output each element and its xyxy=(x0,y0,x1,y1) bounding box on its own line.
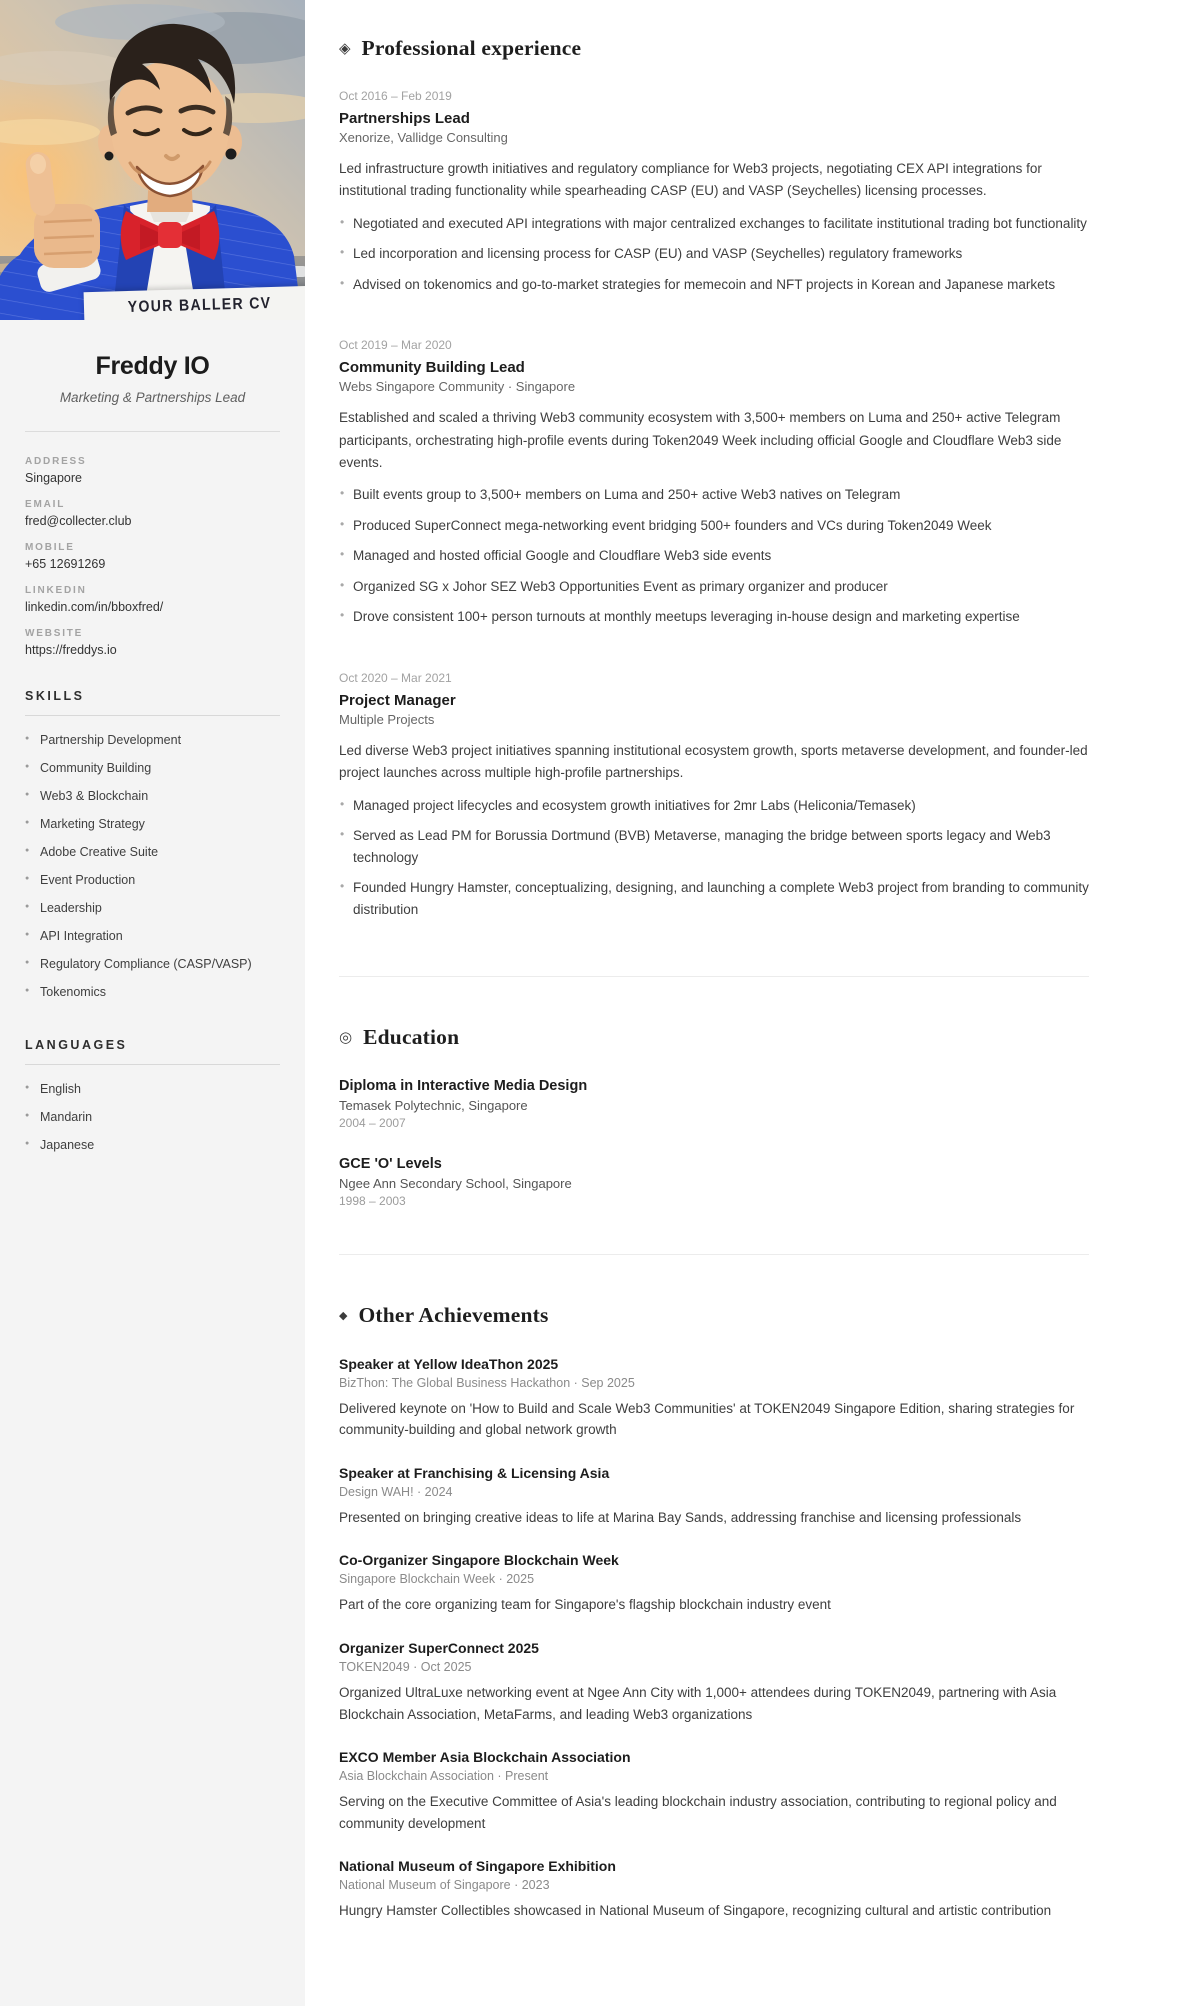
achievement-meta: Asia Blockchain Association · Present xyxy=(339,1769,549,1784)
job-bullet: • Led incorporation and licensing process for CASP (EU) and VASP (Seychelles) regulatory frameworks xyxy=(339,243,1089,274)
achievement-description: Presented on bringing creative ideas to life at Marina Bay Sands, addressing franchise and licensing professionals xyxy=(339,1509,1022,1525)
skill-item: ● Community Building xyxy=(25,754,280,782)
education-degree: GCE 'O' Levels xyxy=(339,1155,442,1172)
contact-group xyxy=(25,585,280,614)
job-bullet: • Founded Hungry Hamster, conceptualizing, designing, and launching a complete Web3 project from branding to community distribution xyxy=(339,877,1089,929)
language-item: ● Mandarin xyxy=(25,1103,280,1131)
job-company: Xenorize, Vallidge Consulting xyxy=(339,130,508,145)
job-bullet: • Advised on tokenomics and go-to-market strategies for memecoin and NFT projects in Korean and Japanese markets xyxy=(339,274,1089,305)
contact-group xyxy=(25,542,280,571)
contact-value: Singapore xyxy=(25,471,82,485)
job-summary: Led diverse Web3 project initiatives spanning institutional ecosystem growth, sports metaverse development, and founder-led project launches across multiple high-profile partnerships. xyxy=(339,743,1088,781)
achievement-description: Delivered keynote on 'How to Build and Scale Web3 Communities' at TOKEN2049 Singapore Edition, sharing strategies for community-building and global network growth xyxy=(339,1400,1075,1438)
contact-value: fred@collecter.club xyxy=(25,514,132,528)
profile-photo xyxy=(0,0,305,320)
job-bullet: • Drove consistent 100+ person turnouts at monthly meetups leveraging in-house design and marketing expertise xyxy=(339,606,1089,637)
contact-section xyxy=(0,456,305,657)
job-summary: Established and scaled a thriving Web3 community ecosystem with 3,500+ members on Luma and 250+ active Telegram participants, orchestrating high-profile events during Token2049 Week including official Google and Cloudflare Web3 side events. xyxy=(339,410,1062,470)
skill-item: ● API Integration xyxy=(25,922,280,950)
achievement-meta: National Museum of Singapore · 2023 xyxy=(339,1878,550,1893)
jobs-list xyxy=(339,89,1089,930)
achievement-entry xyxy=(339,1640,1089,1725)
contact-value: +65 12691269 xyxy=(25,557,106,571)
education-header xyxy=(339,1025,1089,1050)
achievement-title: Organizer SuperConnect 2025 xyxy=(339,1639,539,1656)
diamond-solid-icon: ◆ xyxy=(339,1308,348,1322)
education-years: 1998 – 2003 xyxy=(339,1193,406,1208)
person-name: Freddy IO xyxy=(95,352,210,380)
baller-cv-banner-text: YOUR BALLER CV xyxy=(127,294,272,317)
experience-title: Professional experience xyxy=(361,36,582,60)
achievement-entry xyxy=(339,1465,1089,1529)
job-bullet: • Managed and hosted official Google and Cloudflare Web3 side events xyxy=(339,545,1089,576)
job-company: Multiple Projects xyxy=(339,712,435,728)
bullseye-icon: ◎ xyxy=(339,1027,353,1046)
achievements-section xyxy=(339,1303,1089,1922)
job-company: Webs Singapore Community · Singapore xyxy=(339,379,576,395)
languages-list xyxy=(25,1075,280,1159)
contact-label: EMAIL xyxy=(25,499,66,510)
contact-label: LINKEDIN xyxy=(25,585,87,596)
job-bullet: • Produced SuperConnect mega-networking event bridging 500+ founders and VCs during Token2049 Week xyxy=(339,515,1089,546)
person-subtitle: Marketing & Partnerships Lead xyxy=(59,390,246,405)
skill-item: ● Regulatory Compliance (CASP/VASP) xyxy=(25,950,280,978)
education-list xyxy=(339,1078,1089,1208)
achievement-meta: BizThon: The Global Business Hackathon · Sep 2025 xyxy=(339,1375,635,1390)
skill-item: ● Web3 & Blockchain xyxy=(25,782,280,810)
job-dates: Oct 2020 – Mar 2021 xyxy=(339,671,452,686)
education-entry xyxy=(339,1156,1089,1208)
skill-item: ● Partnership Development xyxy=(25,726,280,754)
job-bullets xyxy=(339,484,1089,637)
skill-item: ● Leadership xyxy=(25,894,280,922)
achievements-header xyxy=(339,1303,1089,1328)
achievements-title: Other Achievements xyxy=(358,1302,549,1327)
education-title: Education xyxy=(363,1024,460,1049)
achievement-meta: TOKEN2049 · Oct 2025 xyxy=(339,1659,472,1674)
job-summary: Led infrastructure growth initiatives and regulatory compliance for Web3 projects, negotiating CEX API integrations for institutional trading functionality while spearheading CASP (EU) and VASP (Seychelles) licensing processes. xyxy=(339,161,1042,199)
job-bullet: • Organized SG x Johor SEZ Web3 Opportunities Event as primary organizer and producer xyxy=(339,576,1089,607)
contact-label: MOBILE xyxy=(25,542,75,553)
achievement-meta: Singapore Blockchain Week · 2025 xyxy=(339,1572,535,1587)
job-bullet: • Served as Lead PM for Borussia Dortmund (BVB) Metaverse, managing the bridge between sports legacy and Web3 technology xyxy=(339,825,1089,877)
achievement-title: EXCO Member Asia Blockchain Association xyxy=(339,1749,631,1766)
job-entry xyxy=(339,338,1089,637)
achievement-entry xyxy=(339,1749,1089,1834)
education-section xyxy=(339,1025,1089,1208)
achievements-list xyxy=(339,1356,1089,1922)
contact-group xyxy=(25,456,280,485)
contact-group xyxy=(25,499,280,528)
job-role: Partnerships Lead xyxy=(339,110,470,127)
sidebar xyxy=(0,0,305,2006)
job-entry xyxy=(339,671,1089,930)
section-divider xyxy=(339,976,1089,977)
achievement-meta: Design WAH! · 2024 xyxy=(339,1484,453,1499)
achievement-description: Hungry Hamster Collectibles showcased in National Museum of Singapore, recognizing cultural and artistic contribution xyxy=(339,1903,1052,1919)
section-divider xyxy=(339,1254,1089,1255)
sidebar-divider xyxy=(25,431,280,432)
achievement-entry xyxy=(339,1858,1089,1922)
experience-header xyxy=(339,36,1089,61)
profile-photo-illustration xyxy=(0,0,305,320)
job-bullet: • Built events group to 3,500+ members on Luma and 250+ active Web3 natives on Telegram xyxy=(339,484,1089,515)
skills-title: SKILLS xyxy=(25,689,280,716)
skill-item: ● Adobe Creative Suite xyxy=(25,838,280,866)
skill-item: ● Tokenomics xyxy=(25,978,280,1006)
education-school: Ngee Ann Secondary School, Singapore xyxy=(339,1175,572,1191)
contact-value: linkedin.com/in/bboxfred/ xyxy=(25,600,164,614)
language-item: ● Japanese xyxy=(25,1131,280,1159)
education-entry xyxy=(339,1078,1089,1130)
job-bullet: • Managed project lifecycles and ecosystem growth initiatives for 2mr Labs (Heliconia/Temasek) xyxy=(339,795,1089,826)
education-school: Temasek Polytechnic, Singapore xyxy=(339,1097,528,1113)
achievement-title: Speaker at Yellow IdeaThon 2025 xyxy=(339,1355,559,1372)
achievement-entry xyxy=(339,1356,1089,1441)
job-role: Community Building Lead xyxy=(339,359,525,377)
contact-label: ADDRESS xyxy=(25,456,87,467)
skill-item: ● Event Production xyxy=(25,866,280,894)
job-bullet: • Negotiated and executed API integrations with major centralized exchanges to facilitate institutional trading bot functionality xyxy=(339,213,1089,244)
skill-item: ● Marketing Strategy xyxy=(25,810,280,838)
languages-title: LANGUAGES xyxy=(25,1038,280,1065)
achievement-description: Serving on the Executive Committee of Asia's leading blockchain industry association, contributing to regional policy and community development xyxy=(339,1794,1057,1831)
job-bullets xyxy=(339,213,1089,305)
job-role: Project Manager xyxy=(339,692,456,710)
achievement-description: Organized UltraLuxe networking event at Ngee Ann City with 1,000+ attendees during TOKEN2049, partnering with Asia Blockchain Association, MetaFarms, and leading Web3 organizations xyxy=(339,1684,1057,1722)
skills-section xyxy=(0,689,305,1006)
education-years: 2004 – 2007 xyxy=(339,1115,406,1130)
achievement-entry xyxy=(339,1552,1089,1616)
language-item: ● English xyxy=(25,1075,280,1103)
languages-section xyxy=(0,1038,305,1159)
contact-label: WEBSITE xyxy=(25,628,84,639)
job-bullets xyxy=(339,795,1089,930)
contact-group xyxy=(25,628,280,657)
achievement-title: Speaker at Franchising & Licensing Asia xyxy=(339,1464,610,1481)
achievement-title: National Museum of Singapore Exhibition xyxy=(339,1858,616,1875)
contact-value: https://freddys.io xyxy=(25,643,117,657)
diamond-outline-icon: ◈ xyxy=(339,39,351,57)
achievement-description: Part of the core organizing team for Singapore's flagship blockchain industry event xyxy=(339,1597,831,1613)
skills-list xyxy=(25,726,280,1006)
job-entry xyxy=(339,89,1089,304)
experience-section xyxy=(339,36,1089,930)
achievement-title: Co-Organizer Singapore Blockchain Week xyxy=(339,1552,619,1569)
baller-cv-banner xyxy=(84,286,305,320)
education-degree: Diploma in Interactive Media Design xyxy=(339,1077,588,1094)
identity-block xyxy=(0,320,305,405)
main-content xyxy=(305,0,1191,2006)
job-dates: Oct 2016 – Feb 2019 xyxy=(339,89,452,103)
job-dates: Oct 2019 – Mar 2020 xyxy=(339,338,452,353)
